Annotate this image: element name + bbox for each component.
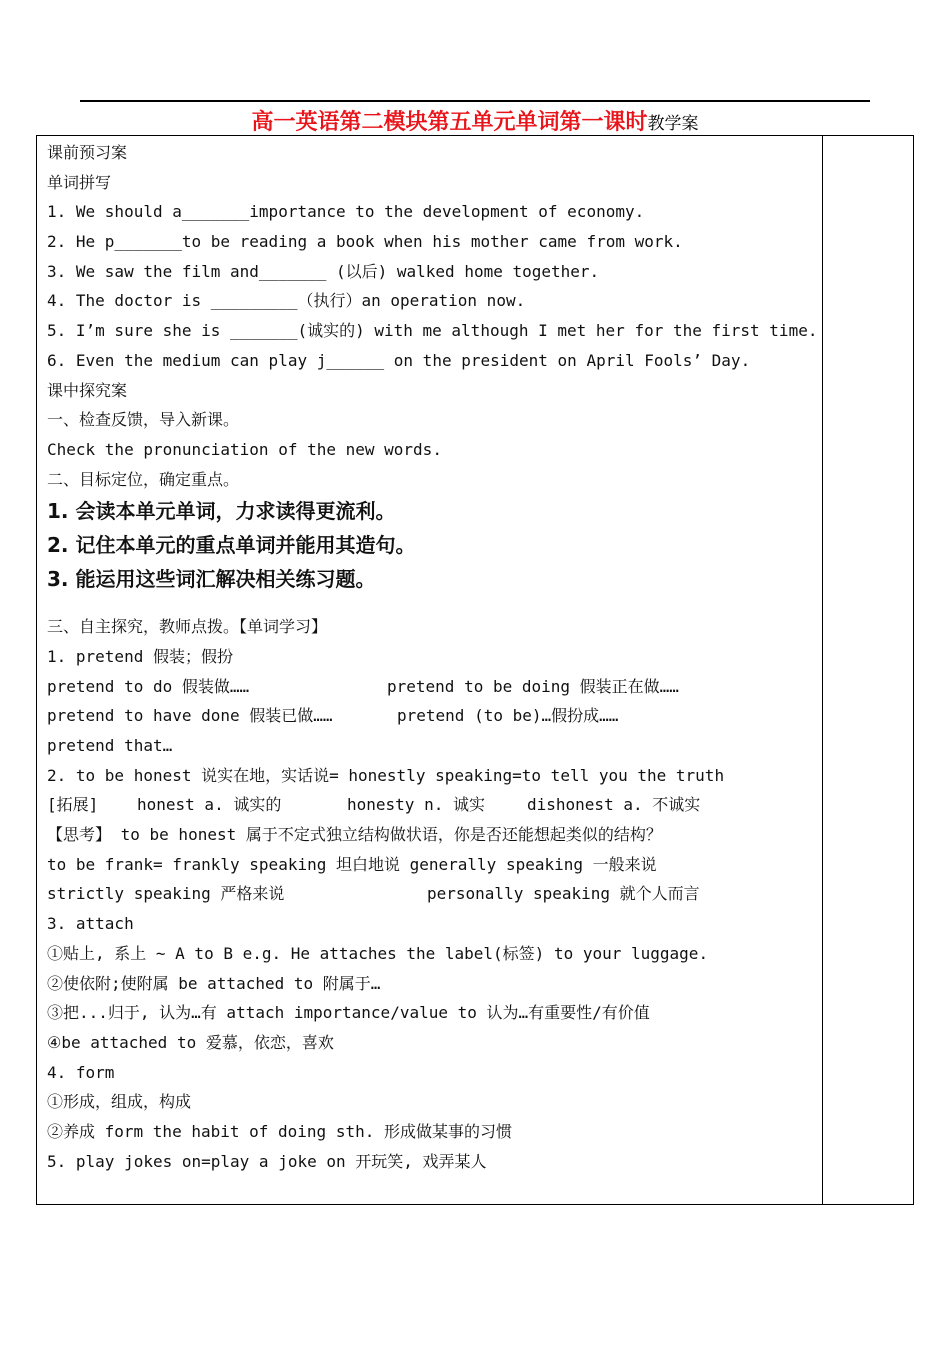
- spelling-item-2: 2. He p_______to be reading a book when his mother came from work.: [47, 232, 683, 252]
- goal-2: 2. 记住本单元的重点单词并能用其造句。: [47, 533, 416, 558]
- word-honest-head: 2. to be honest 说实在地，实话说= honestly speaking=to tell you the truth: [47, 765, 725, 785]
- title-main: 高一英语第二模块第五单元单词第一课时: [251, 109, 648, 135]
- extension-label: [拓展]: [47, 795, 99, 815]
- preclass-heading: 课前预习案: [47, 143, 128, 162]
- worksheet-content: [47, 138, 819, 1176]
- personally-speaking: personally speaking 就个人而言: [427, 884, 700, 904]
- word-pretend-line-1: [47, 672, 819, 702]
- page-title: [0, 105, 950, 136]
- word-honest-think: 【思考】 to be honest 属于不定式独立结构做状语，你是否还能想起类似的结构？: [47, 825, 662, 845]
- step-2-heading: 二、目标定位，确定重点。: [47, 469, 240, 489]
- word-honest-example-2: [47, 879, 819, 909]
- spelling-item-3: 3. We saw the film and_______ (以后) walked home together.: [47, 261, 600, 281]
- pretend-to-be-doing: pretend to be doing 假装正在做……: [387, 676, 679, 696]
- word-attach-meaning-1: ①贴上, 系上 ~ A to B e.g. He attaches the label(标签) to your luggage.: [47, 943, 709, 963]
- word-form-meaning-2: ②养成 form the habit of doing sth. 形成做某事的习惯: [47, 1121, 512, 1141]
- extension-dishonest: dishonest a. 不诚实: [527, 795, 701, 815]
- goal-1: 1. 会读本单元单词，力求读得更流利。: [47, 499, 396, 524]
- word-pretend-line-3: pretend that…: [47, 736, 173, 756]
- word-attach-meaning-4: ④be attached to 爱慕，依恋，喜欢: [47, 1032, 334, 1052]
- extension-honesty: honesty n. 诚实: [347, 795, 485, 815]
- word-jokes-head: 5. play jokes on=play a joke on 开玩笑, 戏弄某人: [47, 1151, 487, 1171]
- word-form-head: 4. form: [47, 1062, 115, 1082]
- word-honest-extension: [47, 790, 819, 820]
- goal-3: 3. 能运用这些词汇解决相关练习题。: [47, 567, 376, 592]
- extension-honest: honest a. 诚实的: [137, 795, 282, 815]
- pretend-to-be: pretend (to be)…假扮成……: [397, 706, 619, 726]
- title-sub: 教学案: [647, 114, 699, 134]
- spelling-item-6: 6. Even the medium can play j______ on the president on April Fools’ Day.: [47, 350, 751, 370]
- word-honest-example-1: to be frank= frankly speaking 坦白地说 generally speaking 一般来说: [47, 854, 657, 874]
- step-3-heading: 三、自主探究，教师点拨。【单词学习】: [47, 617, 328, 637]
- pretend-to-have-done: pretend to have done 假装已做……: [47, 706, 333, 726]
- pretend-to-do: pretend to do 假装做……: [47, 676, 250, 696]
- word-pretend-head: 1. pretend 假装；假扮: [47, 646, 233, 666]
- spelling-item-1: 1. We should a_______importance to the development of economy.: [47, 202, 645, 222]
- word-attach-meaning-3: ③把...归于, 认为…有 attach importance/value to 认为…有重要性/有价值: [47, 1003, 650, 1023]
- table-column-divider: [822, 135, 823, 1205]
- word-attach-head: 3. attach: [47, 914, 134, 934]
- spelling-item-4: 4. The doctor is _________（执行）an operation now.: [47, 291, 526, 311]
- step-1-heading: 一、检查反馈，导入新课。: [47, 410, 240, 430]
- inclass-heading: 课中探究案: [47, 380, 128, 400]
- word-pretend-line-2: [47, 701, 819, 731]
- step-1-text: Check the pronunciation of the new words.: [47, 439, 442, 459]
- spelling-item-5: 5. I’m sure she is _______(诚实的) with me although I met her for the first time.: [47, 321, 818, 341]
- spelling-heading: 单词拼写: [47, 172, 112, 192]
- word-form-meaning-1: ①形成，组成，构成: [47, 1092, 192, 1112]
- word-attach-meaning-2: ②使依附;使附属 be attached to 附属于…: [47, 973, 381, 993]
- header-rule: [80, 100, 870, 102]
- strictly-speaking: strictly speaking 严格来说: [47, 884, 285, 904]
